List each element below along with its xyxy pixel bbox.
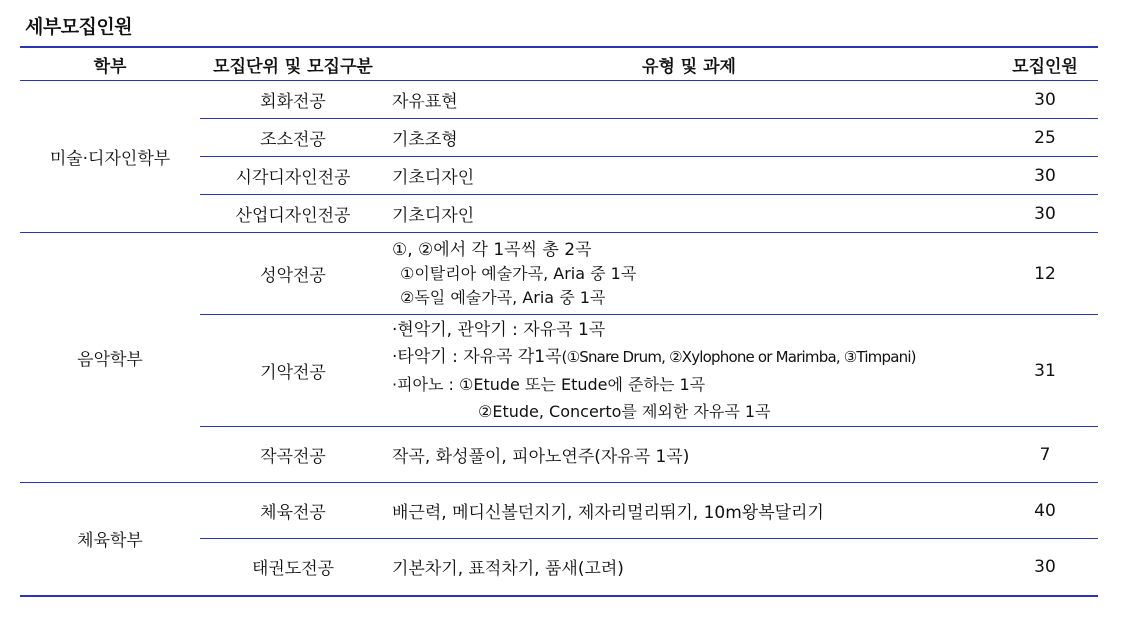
count-cell: 30: [992, 195, 1098, 233]
task-cell: [386, 233, 992, 315]
count-cell: 40: [992, 483, 1098, 539]
task-line: ·현악기, 관악기 : 자유곡 1곡: [392, 319, 606, 340]
dept-cell: 미술·디자인학부: [20, 81, 200, 233]
count-cell: 7: [992, 427, 1098, 483]
unit-cell: 조소전공: [200, 119, 386, 157]
dept-cell: 음악학부: [20, 233, 200, 483]
task-cell: 기초디자인: [386, 157, 992, 195]
task-line: ①, ②에서 각 1곡씩 총 2곡: [392, 239, 592, 260]
task-line: [392, 344, 992, 371]
count-cell: 25: [992, 119, 1098, 157]
count-cell: 31: [992, 315, 1098, 427]
unit-cell: 회화전공: [200, 81, 386, 119]
unit-cell: 태권도전공: [200, 539, 386, 596]
unit-cell: 작곡전공: [200, 427, 386, 483]
dept-cell: 체육학부: [20, 483, 200, 596]
task-line: ②독일 예술가곡, Aria 중 1곡: [400, 287, 606, 307]
header-task: 유형 및 과제: [386, 47, 992, 81]
page-title: 세부모집인원: [25, 16, 133, 38]
header-row: [20, 47, 1098, 81]
header-dept: 학부: [20, 47, 200, 81]
unit-cell: 기악전공: [200, 315, 386, 427]
table-row: [20, 483, 1098, 539]
task-line-part: ·타악기 : 자유곡 각1곡: [392, 346, 562, 367]
task-cell: 배근력, 메디신볼던지기, 제자리멀리뛰기, 10m왕복달리기: [386, 483, 992, 539]
count-cell: 30: [992, 539, 1098, 596]
header-unit: 모집단위 및 모집구분: [200, 47, 386, 81]
header-count: 모집인원: [992, 47, 1098, 81]
task-line-detail: (①Snare Drum, ②Xylophone or Marimba, ③Timpani): [561, 347, 916, 366]
recruitment-table: [20, 46, 1098, 597]
task-cell: [386, 315, 992, 427]
task-cell: 작곡, 화성풀이, 피아노연주(자유곡 1곡): [386, 427, 992, 483]
count-cell: 30: [992, 81, 1098, 119]
task-cell: 자유표현: [386, 81, 992, 119]
unit-cell: 성악전공: [200, 233, 386, 315]
table-row: [20, 233, 1098, 315]
task-cell: 기초디자인: [386, 195, 992, 233]
unit-cell: 시각디자인전공: [200, 157, 386, 195]
task-line: ①이탈리아 예술가곡, Aria 중 1곡: [400, 263, 637, 283]
task-line: ②Etude, Concerto를 제외한 자유곡 1곡: [478, 401, 771, 421]
unit-cell: 산업디자인전공: [200, 195, 386, 233]
task-line: ·피아노 : ①Etude 또는 Etude에 준하는 1곡: [392, 374, 706, 394]
count-cell: 30: [992, 157, 1098, 195]
table-row: [20, 81, 1098, 119]
task-cell: 기초조형: [386, 119, 992, 157]
task-cell: 기본차기, 표적차기, 품새(고려): [386, 539, 992, 596]
count-cell: 12: [992, 233, 1098, 315]
unit-cell: 체육전공: [200, 483, 386, 539]
